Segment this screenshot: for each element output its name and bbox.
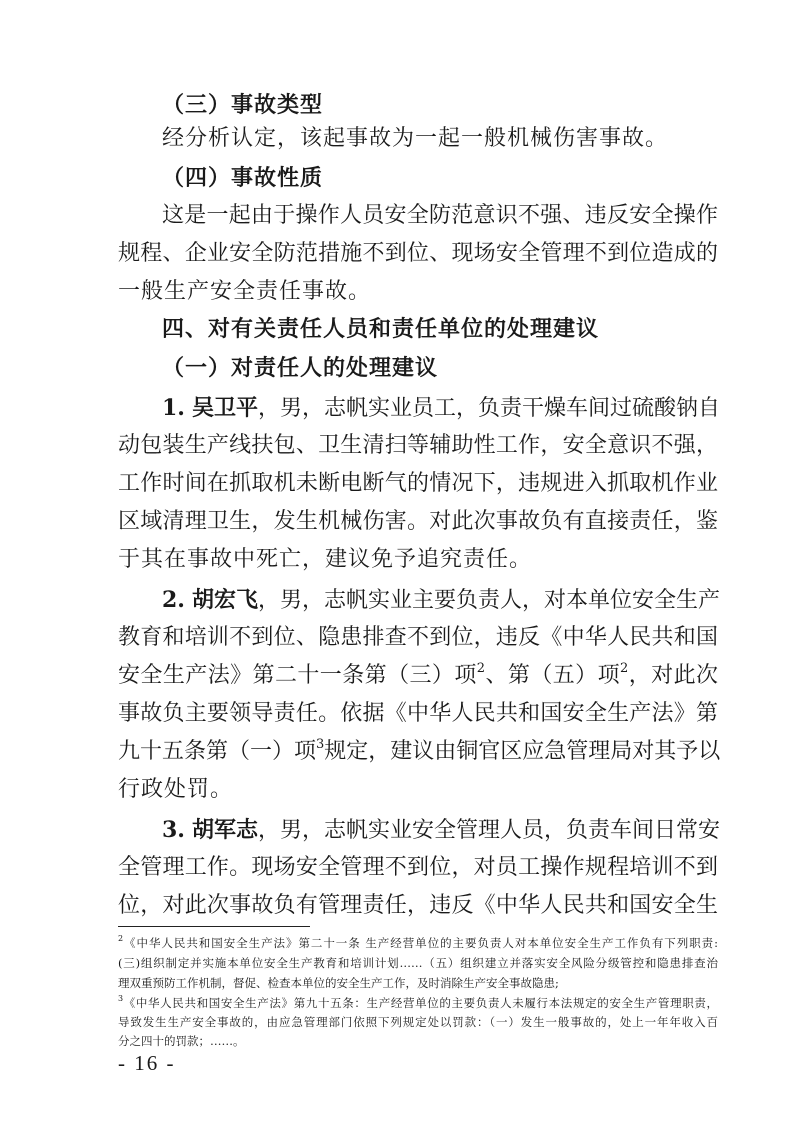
person3-first-line-text: ，男，志帆实业安全管理人员，负责车间日常安: [257, 818, 720, 843]
person3-name: 胡军志: [191, 817, 258, 843]
footnote-ref: 3: [316, 736, 325, 752]
paragraph-line: 教育和培训不到位、隐患排查不到位，违反《中华人民共和国: [118, 625, 718, 650]
footnote-3-line: [118, 994, 718, 1013]
paragraph-line: 行政处罚。: [118, 777, 234, 802]
text-segment: 、第（五）项: [485, 663, 621, 688]
paragraph-line: 区域清理卫生，发生机械伤害。对此次事故负有直接责任，鉴: [118, 509, 718, 534]
paragraph-line: 全管理工作。现场安全管理不到位，对员工操作规程培训不到: [118, 855, 718, 880]
footnote-2-line: [118, 934, 718, 953]
footnote-ref: 2: [620, 660, 629, 676]
footnote-marker: 3: [118, 994, 124, 1004]
person1-first-line: [162, 393, 718, 424]
paragraph-line: [118, 736, 721, 767]
paragraph-line: 事故负主要领导责任。依据《中华人民共和国安全生产法》第: [118, 701, 718, 726]
text-segment: ，对此次: [628, 663, 718, 688]
footnote-divider: [118, 926, 310, 927]
person2-number: 2.: [162, 587, 185, 613]
footnote-3-line: 分之四十的罚款；……。: [118, 1034, 245, 1048]
paragraph-accident-type: 经分析认定，该起事故为一起一般机械伤害事故。: [162, 126, 669, 151]
section-heading-accident-nature: （四）事故性质: [162, 165, 324, 191]
footnote-text: 《中华人民共和国安全生产法》第九十五条：生产经营单位的主要负责人未履行本法规定的安全生产管理职责，: [123, 996, 718, 1010]
footnote-text: 《中华人民共和国安全生产法》第二十一条 生产经营单位的主要负责人对本单位安全生产工作负有下列职责:: [123, 936, 718, 950]
person3-number: 3.: [162, 817, 185, 843]
page-number: - 16 -: [118, 1051, 176, 1075]
person1-number: 1.: [162, 395, 185, 421]
text-segment: 九十五条第（一）项: [118, 739, 317, 764]
section-heading-accident-type: （三）事故类型: [162, 92, 324, 118]
part-heading-handling-suggestions: 四、对有关责任人员和责任单位的处理建议: [162, 317, 600, 342]
paragraph-line: 动包装生产线扶包、卫生清扫等辅助性工作，安全意识不强，: [118, 433, 718, 458]
paragraph-line: 这是一起由于操作人员安全防范意识不强、违反安全操作: [162, 203, 718, 228]
person3-first-line: [162, 815, 718, 846]
footnote-3-line: 导致发生生产安全事故的，由应急管理部门依照下列规定处以罚款：（一）发生一般事故的，处上一年年收入百: [118, 1015, 718, 1029]
person1-first-line-text: ，男，志帆实业员工，负责干燥车间过硫酸钠自: [257, 396, 720, 421]
footnote-marker: 2: [118, 934, 124, 944]
text-segment: 安全生产法》第二十一条第（三）项: [118, 663, 477, 688]
subheading-responsible-persons: （一）对责任人的处理建议: [162, 355, 439, 381]
text-segment: 规定，建议由铜官区应急管理局对其予以: [324, 739, 721, 764]
paragraph-line: 规程、企业安全防范措施不到位、现场安全管理不到位造成的: [118, 241, 718, 266]
person2-first-line-text: ，男，志帆实业主要负责人，对本单位安全生产: [257, 588, 720, 613]
paragraph-line: 位，对此次事故负有管理责任，违反《中华人民共和国安全生: [118, 893, 718, 918]
footnote-2-line: (三)组织制定并实施本单位安全生产教育和培训计划……（五）组织建立并落实安全风险分级管控和隐患排查治: [118, 956, 718, 970]
paragraph-line: 一般生产安全责任事故。: [118, 279, 372, 304]
footnote-2-line: 理双重预防工作机制，督促、检查本单位的安全生产工作，及时消除生产安全事故隐患;: [118, 976, 559, 990]
paragraph-line: 于其在事故中死亡，建议免予追究责任。: [118, 547, 533, 572]
paragraph-line: [118, 661, 718, 691]
person2-name: 胡宏飞: [191, 587, 258, 613]
person1-name: 吴卫平: [191, 395, 258, 421]
footnote-ref: 2: [476, 660, 486, 676]
person2-first-line: [162, 585, 718, 616]
paragraph-line: 工作时间在抓取机未断电断气的情况下，违规进入抓取机作业: [118, 471, 718, 496]
